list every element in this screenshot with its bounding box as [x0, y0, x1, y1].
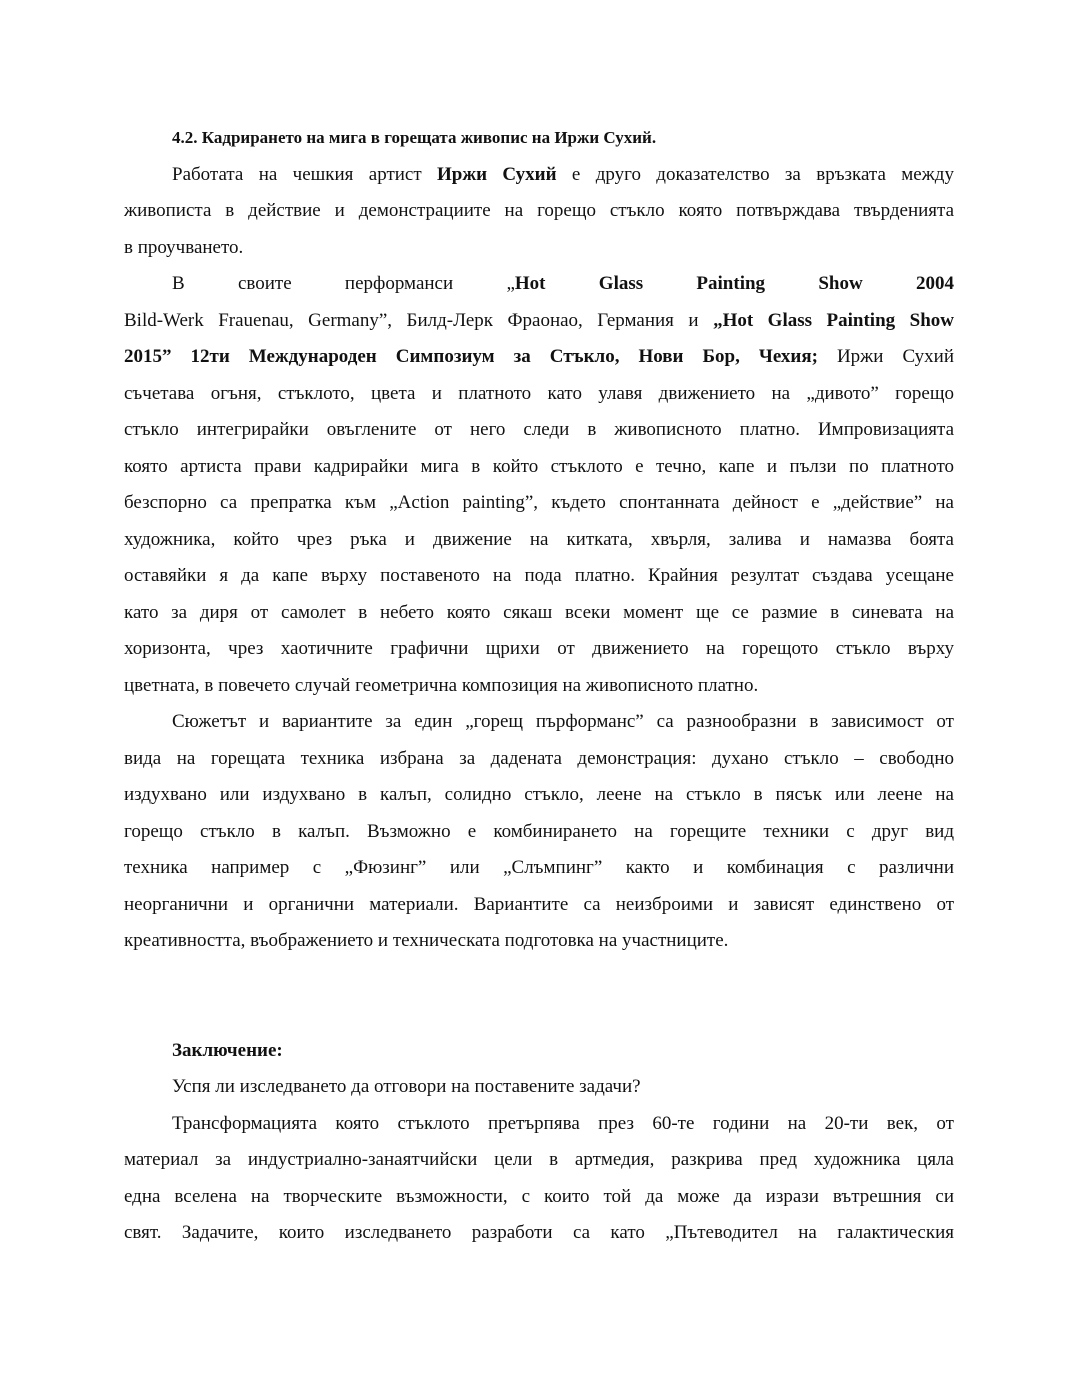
text-line: хоризонта, чрез хаотичните графични щрихи от движението на горещото стъкло върху	[124, 638, 954, 659]
text-line	[124, 339, 954, 376]
text-run: е друго доказателство за връзката между	[556, 163, 954, 185]
paragraph-1	[124, 157, 954, 267]
text-line: безспорно са препратка към „Action painting”, където спонтанната дейност е „действие” на	[124, 492, 954, 513]
text-line: свят. Задачите, които изследването разработи са като „Пътеводител на галактическия	[124, 1222, 954, 1243]
paragraph-3	[124, 704, 954, 960]
text-line: живописта в действие и демонстрациите на горещо стъкло която потвърждава твърденията	[124, 200, 954, 221]
text-run: Работата на чешкия артист	[172, 163, 438, 185]
conclusion-heading: Заключение:	[172, 1039, 283, 1061]
text-run: Bild-Werk Frauenau, Germany”, Билд-Лерк Фраонао, Германия и	[124, 309, 714, 331]
text-line: в проучването.	[124, 236, 244, 258]
show-title: „Hot Glass Painting Show	[713, 309, 954, 331]
text-line: издухвано или издухвано в калъп, солидно стъкло, леене на стъкло в пясък или леене на	[124, 784, 954, 805]
text-line	[124, 157, 954, 194]
text-run: В своите перформанси „	[172, 273, 515, 294]
text-line: креативността, въображението и техническата подготовка на участниците.	[124, 930, 729, 951]
text-line: Сюжетът и вариантите за един „горещ пърформанс” са разнообразни в зависимост от	[172, 711, 954, 732]
text-line: която артиста прави кадрирайки мига в който стъклото е течно, капе и пълзи по платното	[124, 455, 954, 477]
text-line: материал за индустриално-занаятчийски цели в артмедия, разкрива пред художника цяла	[124, 1149, 954, 1170]
text-run: Иржи Сухий	[817, 346, 954, 367]
text-line: една вселена на творческите възможности, с които той да може да изрази вътрешния си	[124, 1185, 954, 1207]
spacer	[124, 960, 954, 1033]
text-line: като за диря от самолет в небето която сякаш всеки момент ще се размие в синевата на	[124, 601, 954, 623]
text-line: техника например с „Фюзинг” или „Слъмпинг” както и комбинация с различни	[124, 857, 954, 878]
conclusion-paragraph	[124, 1106, 954, 1252]
artist-name: Иржи Сухий	[437, 163, 557, 185]
text-line	[124, 303, 954, 340]
text-line: съчетава огъня, стъклото, цвета и платното като улавя движението на „дивото” горещо	[124, 382, 954, 404]
text-line: вида на горещата техника избрана за дадената демонстрация: духано стъкло – свободно	[124, 747, 954, 769]
text-line: неорганични и органични материали. Вариантите са неизброими и зависят единствено от	[124, 893, 954, 915]
text-line: оставяйки я да капе върху поставеното на пода платно. Крайния резултат създава усещане	[124, 565, 954, 586]
text-line: цветната, в повечето случай геометрична композиция на живописното платно.	[124, 674, 759, 696]
text-line: горещо стъкло в калъп. Възможно е комбинирането на горещите техники с друг вид	[124, 820, 954, 842]
show-title: 2015” 12ти Международен Симпозиум за Стъкло, Нови Бор, Чехия;	[124, 346, 818, 367]
text-line: стъкло интегрирайки овъглените от него следи в живописното платно. Импровизацията	[124, 419, 954, 440]
paragraph-2	[124, 266, 954, 704]
conclusion-question: Успя ли изследването да отговори на поставените задачи?	[172, 1076, 641, 1097]
text-line: Трансформацията която стъклото претърпява през 60-те години на 20-ти век, от	[172, 1112, 954, 1134]
show-title: Hot Glass Painting Show 2004	[514, 273, 954, 294]
text-line: художника, който чрез ръка и движение на китката, хвърля, залива и намазва боята	[124, 528, 954, 550]
document-page	[124, 120, 954, 1252]
text-line	[124, 266, 954, 303]
section-heading: 4.2. Кадрирането на мига в горещата живопис на Иржи Сухий.	[172, 128, 657, 147]
